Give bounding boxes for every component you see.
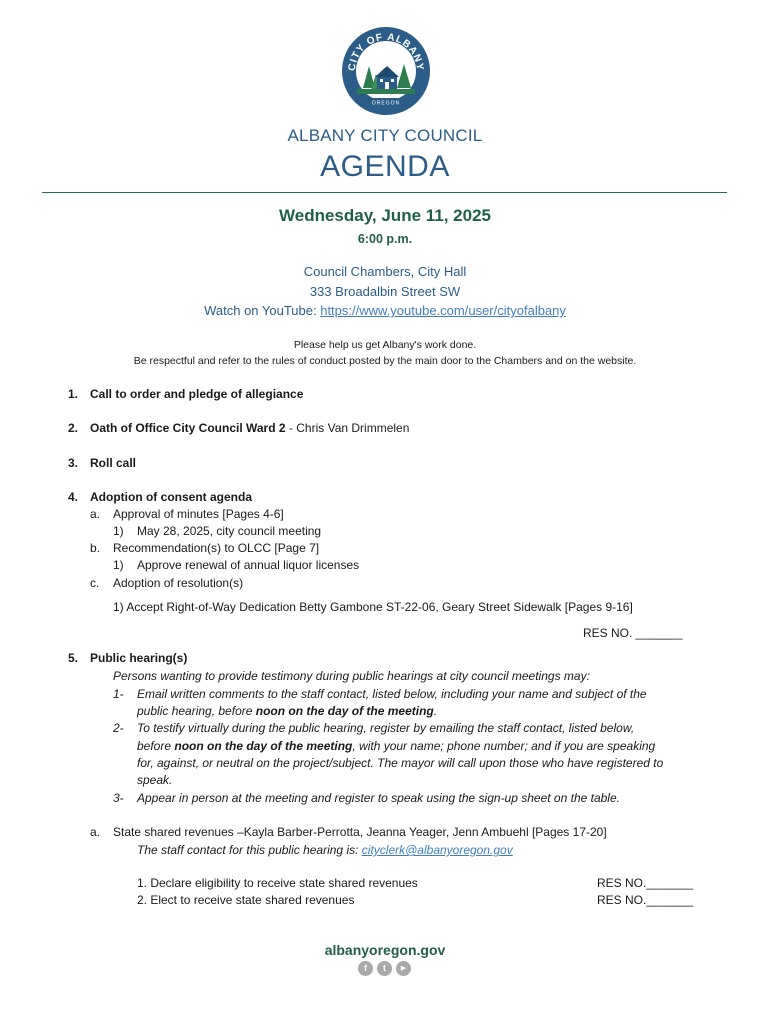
item-title: Roll call [90, 456, 137, 470]
youtube-icon[interactable]: ▶ [396, 961, 411, 976]
hearing-option-text: speak. [137, 773, 173, 787]
res-number: RES NO._______ [597, 876, 694, 890]
item-title: Call to order and pledge of allegiance [90, 387, 304, 401]
organization-name: ALBANY CITY COUNCIL [287, 126, 483, 145]
meeting-location: Council Chambers, City Hall [303, 264, 467, 279]
item-number: 5. [68, 651, 79, 665]
item-detail: - Chris Van Drimmelen [285, 421, 410, 435]
sub-marker: b. [90, 541, 101, 555]
sub-marker: 2- [113, 721, 124, 735]
sub-marker: 3- [113, 791, 124, 805]
sub-item: Adoption of resolution(s) [113, 576, 244, 590]
meeting-date: Wednesday, June 11, 2025 [279, 206, 491, 225]
sub-item: Recommendation(s) to OLCC [Page 7] [113, 541, 320, 555]
svg-text:OREGON: OREGON [371, 100, 401, 107]
sub-marker: 1- [113, 687, 124, 701]
hearing-option-text: Email written comments to the staff contact, listed below, including your name and subject of the [137, 687, 647, 701]
staff-email-link[interactable]: cityclerk@albanyoregon.gov [361, 843, 513, 857]
hearing-action: 2. Elect to receive state shared revenues [137, 893, 355, 907]
hearing-item: State shared revenues –Kayla Barber-Perrotta, Jeanna Yeager, Jenn Ambuehl [Pages 17-20] [113, 825, 607, 839]
facebook-icon[interactable]: f [358, 961, 373, 976]
divider [42, 192, 727, 193]
item-number: 2. [68, 421, 79, 435]
item-title: Adoption of consent agenda [90, 490, 252, 504]
note-line-1: Please help us get Albany's work done. [293, 339, 477, 351]
hearing-action: 1. Declare eligibility to receive state shared revenues [137, 876, 418, 890]
youtube-line [0, 303, 770, 318]
sub-marker: c. [90, 576, 100, 590]
city-seal-logo [341, 26, 431, 116]
item-title: Oath of Office City Council Ward 2 [90, 421, 286, 435]
hearing-option-text: public hearing, before noon on the day of the meeting. [137, 704, 438, 718]
item-line [90, 421, 409, 435]
res-number: RES NO. _______ [583, 626, 683, 640]
sub-marker: 1) [113, 558, 124, 572]
staff-contact: The staff contact for this public hearing is: cityclerk@albanyoregon.gov [137, 843, 513, 857]
hearing-option-text: Appear in person at the meeting and register to speak using the sign-up sheet on the table. [137, 791, 620, 805]
sub-item: May 28, 2025, city council meeting [137, 524, 322, 538]
res-number: RES NO._______ [597, 893, 694, 907]
sub-marker: a. [90, 507, 101, 521]
item-title: Public hearing(s) [90, 651, 188, 665]
document-title: AGENDA [320, 150, 450, 183]
hearing-option-text: before noon on the day of the meeting, with your name; phone number; and if you are speaking [137, 739, 656, 753]
hearing-intro: Persons wanting to provide testimony during public hearings at city council meetings may: [113, 669, 590, 683]
sub-item: Approve renewal of annual liquor licenses [137, 558, 360, 572]
svg-text:CITY OF ALBANY: CITY OF ALBANY [346, 31, 426, 72]
note-line-2: Be respectful and refer to the rules of conduct posted by the main door to the Chambers and on the website. [133, 355, 637, 367]
item-number: 1. [68, 387, 79, 401]
footer-website[interactable]: albanyoregon.gov [324, 942, 446, 958]
youtube-link[interactable]: https://www.youtube.com/user/cityofalbany [320, 303, 566, 318]
meeting-time: 6:00 p.m. [357, 232, 413, 246]
sub-marker: 1) [113, 524, 124, 538]
item-number: 4. [68, 490, 79, 504]
resolution-item: 1) Accept Right-of-Way Dedication Betty Gambone ST-22-06, Geary Street Sidewalk [Pages 9-16] [113, 600, 633, 614]
sub-item: Approval of minutes [Pages 4-6] [113, 507, 284, 521]
twitter-icon[interactable]: t [377, 961, 392, 976]
hearing-option-text: To testify virtually during the public hearing, register by emailing the staff contact, listed below, [137, 721, 635, 735]
hearing-option-text: for, against, or neutral on the project/subject. The mayor will call upon those who have registered to [137, 756, 664, 770]
youtube-label: Watch on YouTube: [204, 303, 321, 318]
sub-marker: a. [90, 825, 101, 839]
item-number: 3. [68, 456, 79, 470]
meeting-address: 333 Broadalbin Street SW [309, 284, 461, 299]
